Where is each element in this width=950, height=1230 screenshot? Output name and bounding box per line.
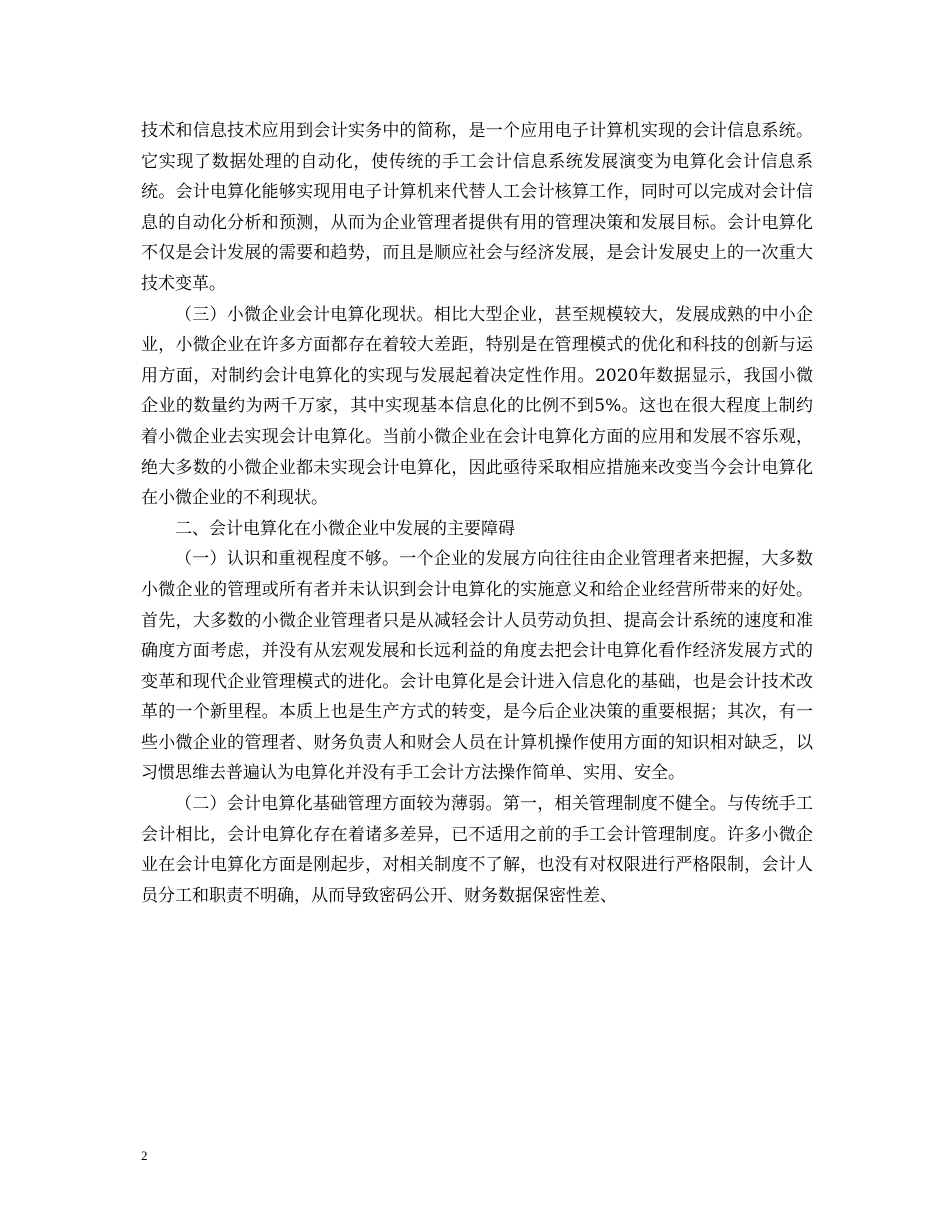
section-heading-obstacles: 二、会计电算化在小微企业中发展的主要障碍 — [175, 518, 515, 539]
page-number: 2 — [141, 1148, 148, 1163]
body-text — [141, 116, 813, 911]
paragraph-awareness: （一）认识和重视程度不够。一个企业的发展方向往往由企业管理者来把握，大多数小微企业的管理或所有者并未认识到会计电算化的实施意义和给企业经营所带来的好处。首先，大多数的小微企业管理者只是从减轻会计人员劳动负担、提高会计系统的速度和准确度方面考虑，并没有从宏观发展和长远利益的角度去把会计电算化看作经济发展方式的变革和现代企业管理模式的进化。会计电算化是会计进入信息化的基础，也是会计技术改革的一个新里程。本质上也是生产方式的转变，是今后企业决策的重要根据；其次，有一些小微企业的管理者、财务负责人和财会人员在计算机操作使用方面的知识相对缺乏，以习惯思维去普遍认为电算化并没有手工会计方法操作简单、实用、安全。 — [141, 549, 813, 784]
paragraph-continued-intro: 技术和信息技术应用到会计实务中的简称，是一个应用电子计算机实现的会计信息系统。它实现了数据处理的自动化，使传统的手工会计信息系统发展演变为电算化会计信息系统。会计电算化能够实现用电子计算机来代替人工会计核算工作，同时可以完成对会计信息的自动化分析和预测，从而为企业管理者提供有用的管理决策和发展目标。会计电算化不仅是会计发展的需要和趋势，而且是顺应社会与经济发展，是会计发展史上的一次重大技术变革。 — [141, 121, 813, 294]
paragraph-basic-management: （二）会计电算化基础管理方面较为薄弱。第一，相关管理制度不健全。与传统手工会计相比，会计电算化存在着诸多差异，已不适用之前的手工会计管理制度。许多小微企业在会计电算化方面是刚起步，对相关制度不了解，也没有对权限进行严格限制，会计人员分工和职责不明确，从而导致密码公开、财务数据保密性差、 — [141, 794, 813, 906]
paragraph-current-status: （三）小微企业会计电算化现状。相比大型企业，甚至规模较大，发展成熟的中小企业，小微企业在许多方面都存在着较大差距，特别是在管理模式的优化和科技的创新与运用方面，对制约会计电算化的实现与发展起着决定性作用。2020年数据显示，我国小微企业的数量约为两千万家，其中实现基本信息化的比例不到5%。这也在很大程度上制约着小微企业去实现会计电算化。当前小微企业在会计电算化方面的应用和发展不容乐观，绝大多数的小微企业都未实现会计电算化，因此亟待采取相应措施来改变当今会计电算化在小微企业的不利现状。 — [141, 304, 813, 509]
